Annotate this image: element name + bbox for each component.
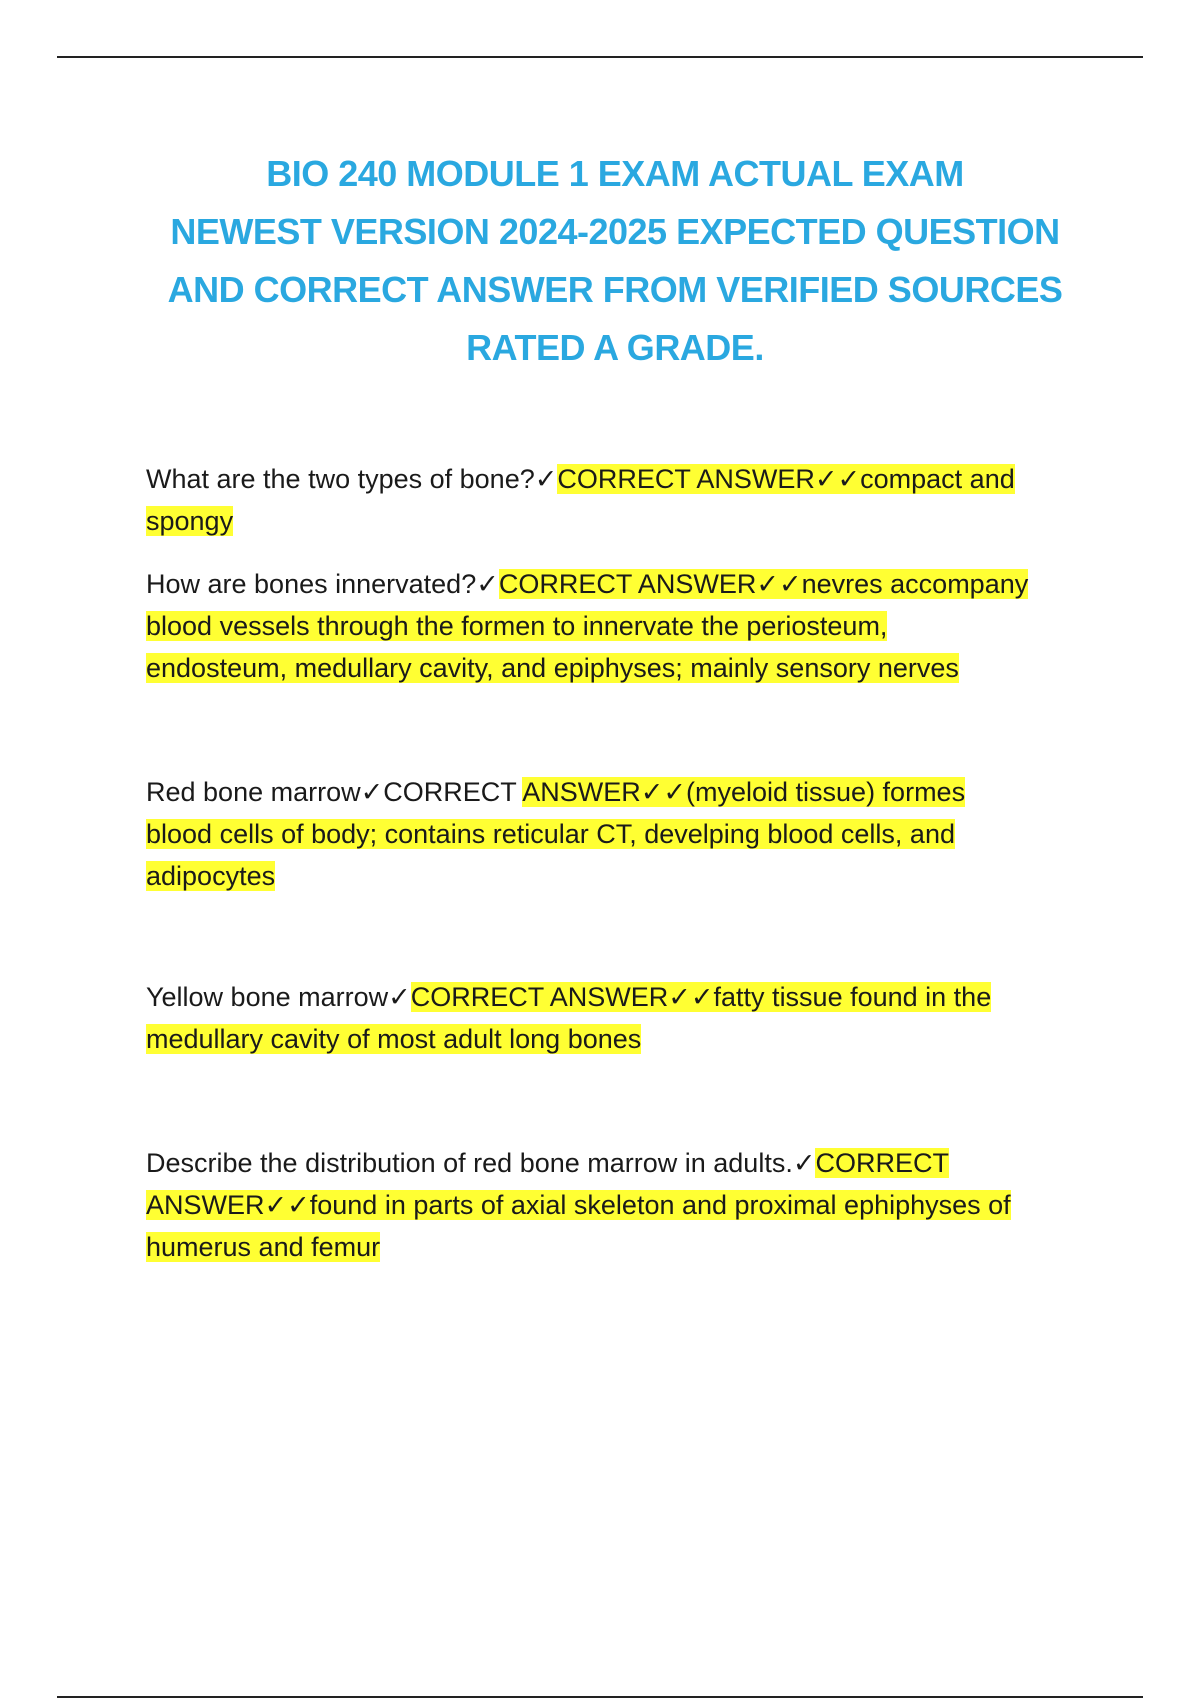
answer-highlight: ANSWER✓✓found in parts of axial skeleton and proximal ephiphyses of [146, 1190, 1011, 1220]
qa-item [146, 1142, 1106, 1268]
qa-line [146, 647, 1106, 689]
title-line: NEWEST VERSION 2024-2025 EXPECTED QUESTION [170, 211, 1060, 252]
question-text: Describe the distribution of red bone marrow in adults.✓ [146, 1148, 816, 1178]
answer-highlight: blood vessels through the formen to innervate the periosteum, [146, 611, 888, 641]
question-text: Yellow bone marrow✓ [146, 982, 411, 1012]
answer-highlight: medullary cavity of most adult long bones [146, 1024, 642, 1054]
question-text: What are the two types of bone?✓ [146, 464, 558, 494]
qa-item [146, 771, 1106, 897]
answer-highlight: CORRECT [815, 1148, 949, 1178]
answer-highlight: endosteum, medullary cavity, and epiphyses; mainly sensory nerves [146, 653, 959, 683]
qa-line [146, 1018, 1106, 1060]
qa-line [146, 458, 1106, 500]
answer-highlight: adipocytes [146, 861, 276, 891]
answer-highlight: humerus and femur [146, 1232, 381, 1262]
answer-highlight: blood cells of body; contains reticular CT, develping blood cells, and [146, 819, 955, 849]
qa-line [146, 855, 1106, 897]
qa-line [146, 1226, 1106, 1268]
qa-line [146, 605, 1106, 647]
question-text: Red bone marrow✓CORRECT [146, 777, 523, 807]
title-line: RATED A GRADE. [466, 327, 764, 368]
qa-item [146, 563, 1106, 689]
title-line: BIO 240 MODULE 1 EXAM ACTUAL EXAM [266, 153, 964, 194]
qa-item [146, 458, 1106, 542]
qa-line [146, 976, 1106, 1018]
title-line: AND CORRECT ANSWER FROM VERIFIED SOURCES [167, 269, 1063, 310]
bottom-rule [57, 1696, 1143, 1698]
answer-highlight: CORRECT ANSWER✓✓fatty tissue found in the [410, 982, 992, 1012]
qa-line [146, 563, 1106, 605]
qa-line [146, 500, 1106, 542]
answer-highlight: ANSWER✓✓(myeloid tissue) formes [522, 777, 966, 807]
qa-line [146, 1142, 1106, 1184]
qa-line [146, 771, 1106, 813]
answer-highlight: CORRECT ANSWER✓✓nevres accompany [498, 569, 1029, 599]
answer-highlight: spongy [146, 506, 234, 536]
qa-line [146, 1184, 1106, 1226]
answer-highlight: CORRECT ANSWER✓✓compact and [557, 464, 1015, 494]
document-title [120, 145, 1110, 377]
question-text: How are bones innervated?✓ [146, 569, 499, 599]
top-rule [57, 56, 1143, 58]
qa-line [146, 813, 1106, 855]
qa-item [146, 976, 1106, 1060]
